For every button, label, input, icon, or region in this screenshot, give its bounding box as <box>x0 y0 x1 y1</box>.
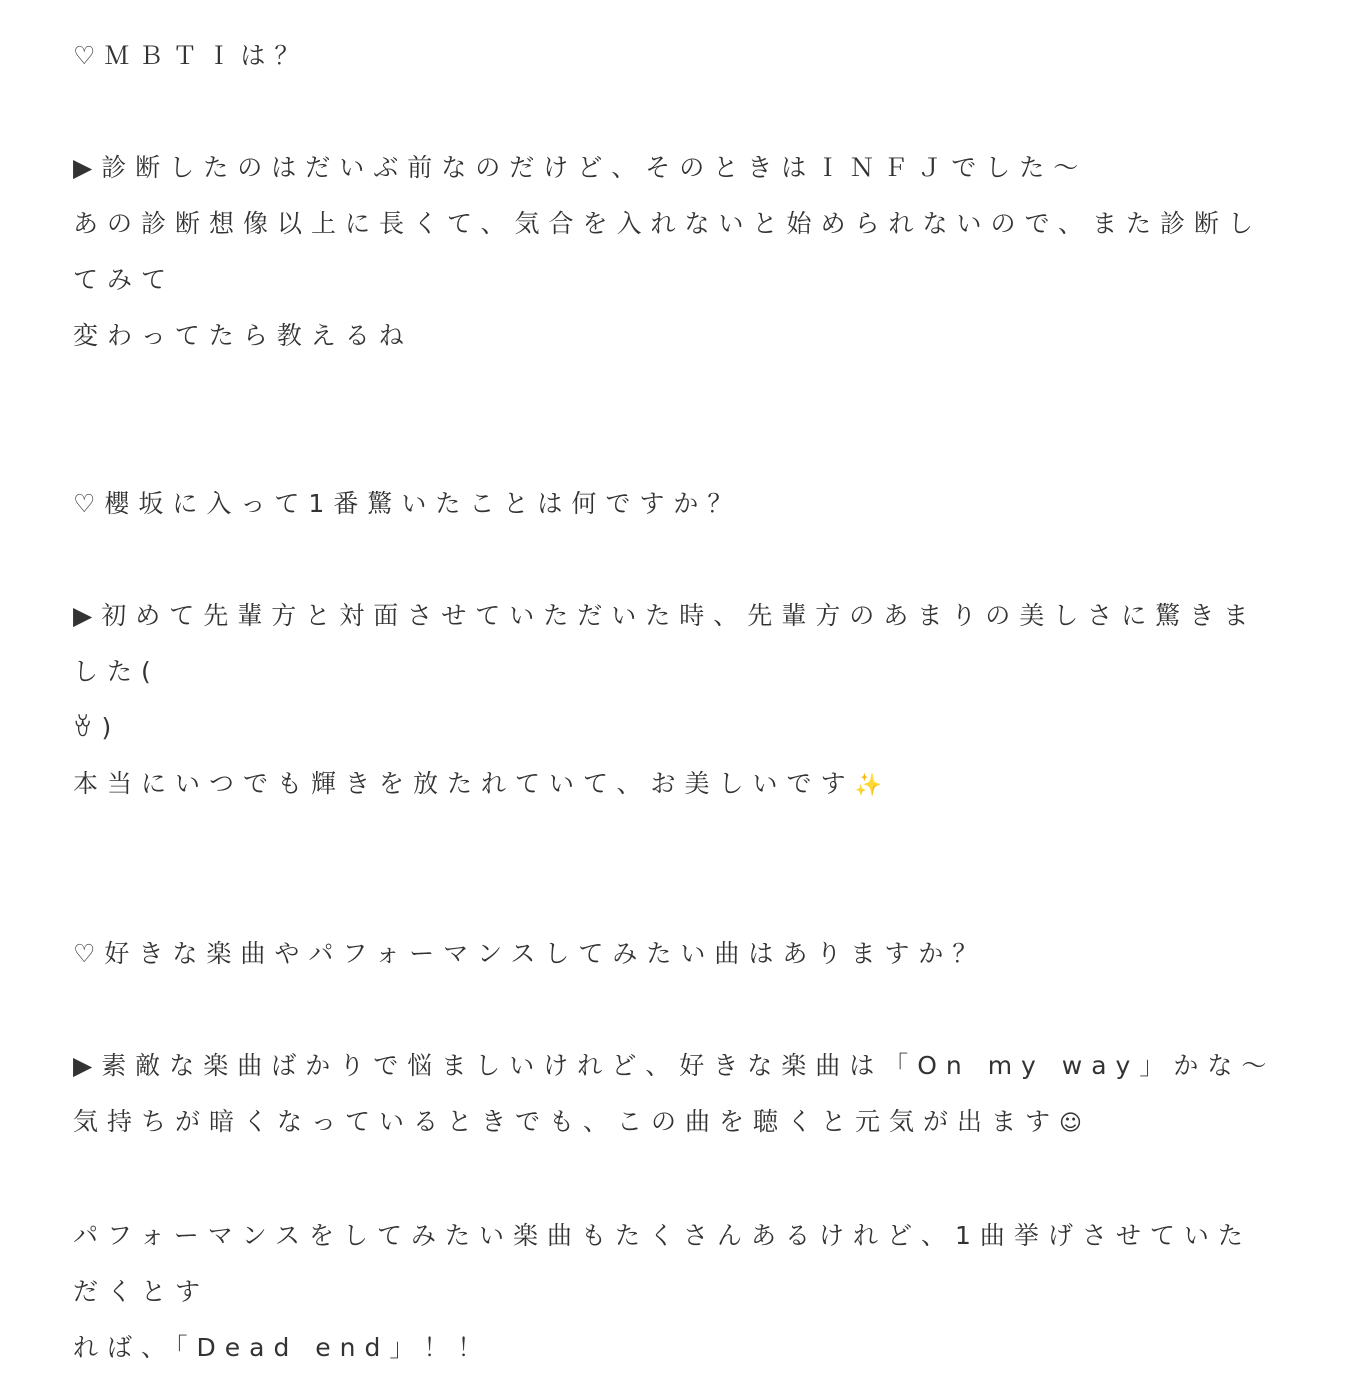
blank-line <box>73 84 1283 140</box>
blank-line <box>73 814 1283 870</box>
blank-line <box>73 532 1283 588</box>
answer-mbti-line-1: ▶︎診断したのはだいぶ前なのだけど、そのときはＩＮＦＪでした〜 <box>73 153 1088 182</box>
answer-surprise-line-3 <box>73 756 1283 814</box>
answer-song-line-1: ▶︎素敵な楽曲ばかりで悩ましいけれど、好きな楽曲は「On my way」かな〜 <box>73 1051 1276 1080</box>
answer-song-line-2-text: 気持ちが暗くなっているときでも、この曲を聴くと元気が出ます <box>73 1107 1060 1136</box>
answer-surprise-line-3-text: 本当にいつでも輝きを放たれていて、お美しいです <box>73 769 855 798</box>
question-surprise: ♡櫻坂に入って1番驚いたことは何ですか？ <box>73 489 742 518</box>
smiling-face-icon: ☺ <box>1059 1111 1082 1136</box>
question-favorite-song: ♡好きな楽曲やパフォーマンスしてみたい曲はありますか？ <box>73 939 987 968</box>
blank-line <box>73 982 1283 1038</box>
answer-song-line-5: れば、「Dead end」！！ <box>73 1333 492 1362</box>
answer-surprise-line-2: ꈊ) <box>73 713 121 742</box>
blank-line <box>73 364 1283 420</box>
answer-mbti-line-2: あの診断想像以上に長くて、気合を入れないと始められないので、また診断してみて <box>73 209 1263 294</box>
blank-line <box>73 1152 1283 1208</box>
answer-song-line-4: パフォーマンスをしてみたい楽曲もたくさんあるけれど、1曲挙げさせていただくとす <box>73 1221 1252 1306</box>
blog-article-body <box>73 28 1283 1376</box>
question-mbti: ♡ＭＢＴＩは？ <box>73 41 309 70</box>
answer-mbti-line-3: 変わってたら教えるね <box>73 321 413 350</box>
blank-line <box>73 870 1283 926</box>
blank-line <box>73 420 1283 476</box>
answer-surprise-line-1: ▶︎初めて先輩方と対面させていただいた時、先輩方のあまりの美しさに驚きました( <box>73 601 1258 686</box>
answer-song-line-2 <box>73 1094 1283 1152</box>
sparkles-icon: ✨ <box>854 773 882 798</box>
